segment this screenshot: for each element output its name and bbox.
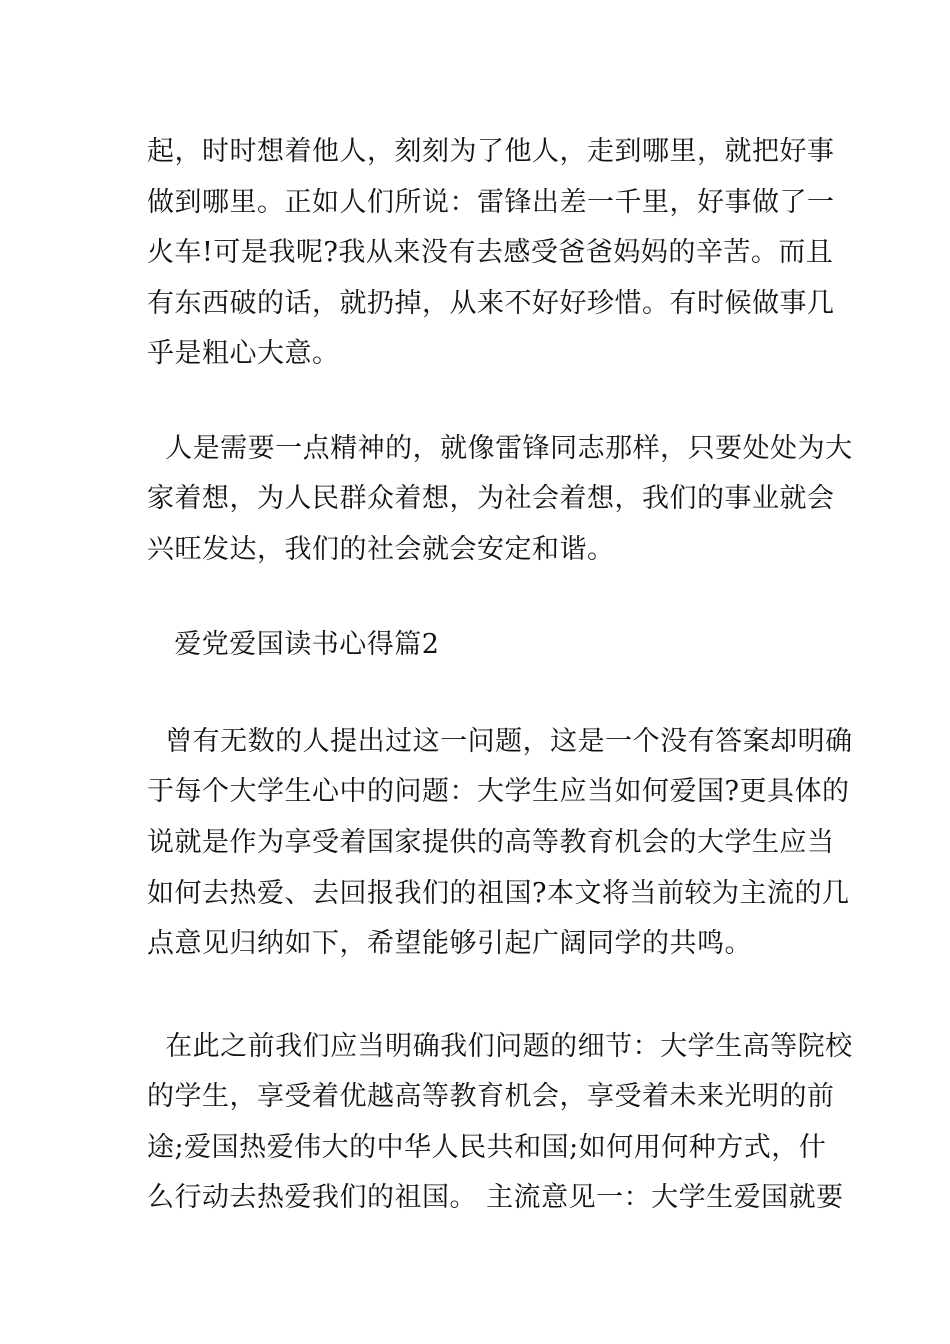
- paragraph-2-line: 兴旺发达，我们的社会就会安定和谐。: [147, 534, 615, 565]
- paragraph-1-line: 火车!可是我呢?我从来没有去感受爸爸妈妈的辛苦。而且: [147, 237, 834, 268]
- paragraph-4-line: 的学生，享受着优越高等教育机会，享受着未来光明的前: [147, 1081, 835, 1112]
- paragraph-2-line: 人是需要一点精神的，就像雷锋同志那样，只要处处为大: [147, 433, 853, 464]
- paragraph-3-line: 点意见归纳如下，希望能够引起广阔同学的共鸣。: [147, 928, 752, 959]
- section-heading: 爱党爱国读书心得篇2: [147, 629, 440, 660]
- paragraph-3-line: 如何去热爱、去回报我们的祖国?本文将当前较为主流的几: [147, 878, 850, 909]
- paragraph-1-line: 起，时时想着他人，刻刻为了他人，走到哪里，就把好事: [147, 136, 835, 167]
- paragraph-1-line: 乎是粗心大意。: [147, 338, 340, 369]
- paragraph-1-line: 有东西破的话，就扔掉，从来不好好珍惜。有时候做事几: [147, 288, 835, 319]
- paragraph-1-line: 做到哪里。正如人们所说：雷锋出差一千里，好事做了一: [147, 187, 835, 218]
- paragraph-2-line: 家着想，为人民群众着想，为社会着想，我们的事业就会: [147, 483, 835, 514]
- paragraph-3-line: 说就是作为享受着国家提供的高等教育机会的大学生应当: [147, 827, 835, 858]
- paragraph-4-line: 在此之前我们应当明确我们问题的细节：大学生高等院校: [147, 1031, 853, 1062]
- paragraph-4-line: 途;爱国热爱伟大的中华人民共和国;如何用何种方式，什: [147, 1132, 827, 1163]
- paragraph-3-line: 于每个大学生心中的问题：大学生应当如何爱国?更具体的: [147, 776, 850, 807]
- paragraph-4-line: 么行动去热爱我们的祖国。 主流意见一：大学生爱国就要: [147, 1182, 844, 1213]
- paragraph-3-line: 曾有无数的人提出过这一问题，这是一个没有答案却明确: [147, 726, 853, 757]
